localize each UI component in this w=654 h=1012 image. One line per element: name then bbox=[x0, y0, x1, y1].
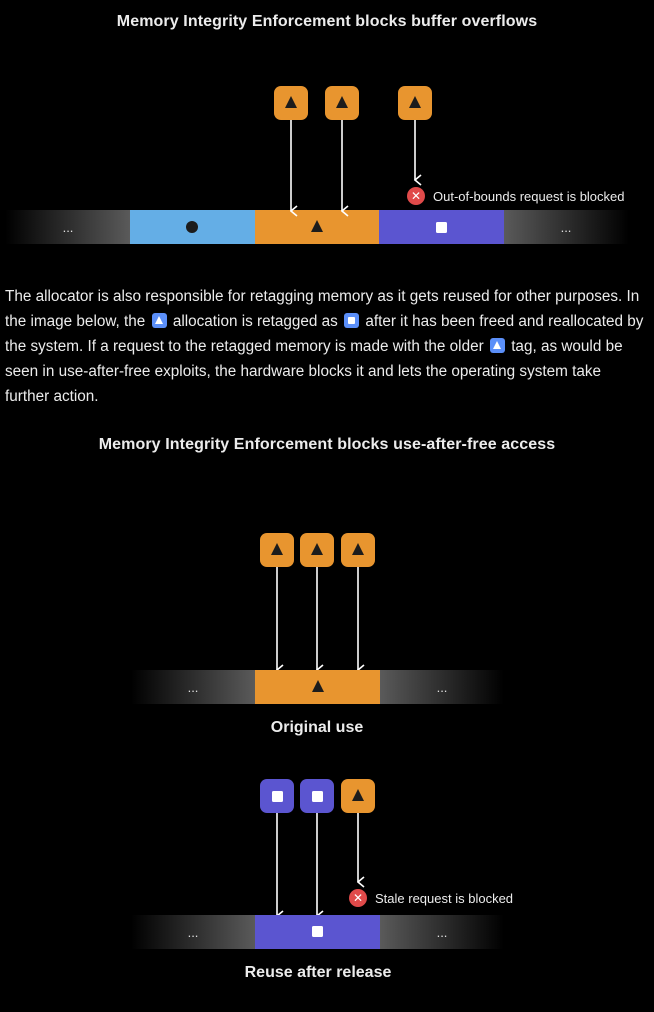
diagram1-title: Memory Integrity Enforcement blocks buffer overflows bbox=[116, 13, 538, 30]
reuse-request-tag-1 bbox=[260, 779, 294, 916]
paragraph-text-2: allocation is retagged as bbox=[172, 313, 338, 330]
original-ellipsis-right: ... bbox=[436, 680, 448, 695]
blocked-x-icon: ✕ bbox=[407, 187, 425, 205]
ellipsis-left: ... bbox=[62, 220, 74, 235]
explanation-paragraph bbox=[5, 284, 649, 409]
reuse-stale-request-tag bbox=[341, 779, 375, 882]
stale-blocked-x-icon: ✕ bbox=[349, 889, 367, 907]
buffer-overflow-diagram bbox=[0, 0, 654, 260]
original-use-caption: Original use bbox=[270, 719, 364, 736]
request-tag-1 bbox=[274, 86, 308, 211]
reuse-ellipsis-left: ... bbox=[187, 925, 199, 940]
request-tag-2 bbox=[325, 86, 359, 211]
blocked-note bbox=[407, 187, 625, 205]
stale-blocked-note bbox=[349, 889, 513, 907]
stale-blocked-note-text: Stale request is blocked bbox=[375, 890, 514, 906]
square-tag-icon bbox=[344, 313, 359, 328]
circle-icon bbox=[186, 221, 198, 233]
square-icon bbox=[436, 222, 447, 233]
triangle-tag-icon bbox=[490, 338, 505, 353]
paragraph-text-3: after it has been freed and reallocated by the system. If a request to the retagged memory is made with the older bbox=[5, 313, 644, 355]
reuse-caption: Reuse after release bbox=[244, 964, 392, 981]
ellipsis-right: ... bbox=[560, 220, 572, 235]
triangle-tag-icon bbox=[152, 313, 167, 328]
original-request-tag-2 bbox=[300, 533, 334, 670]
paragraph-text-1: The allocator is also responsible for retagging memory as it gets reused for other purposes. In the image below, the bbox=[5, 288, 640, 330]
reuse-square-icon bbox=[312, 926, 323, 937]
reuse-request-tag-2 bbox=[300, 779, 334, 916]
original-request-tag-1 bbox=[260, 533, 294, 670]
blocked-note-text: Out-of-bounds request is blocked bbox=[433, 188, 625, 204]
request-tag-3 bbox=[398, 86, 432, 180]
reuse-ellipsis-right: ... bbox=[436, 925, 448, 940]
diagram2-title: Memory Integrity Enforcement blocks use-after-free access bbox=[98, 436, 556, 453]
original-ellipsis-left: ... bbox=[187, 680, 199, 695]
paragraph-text-4: tag, as would be seen in use-after-free exploits, the hardware blocks it and lets the operating system take further action. bbox=[5, 338, 623, 405]
original-request-tag-3 bbox=[341, 533, 375, 670]
